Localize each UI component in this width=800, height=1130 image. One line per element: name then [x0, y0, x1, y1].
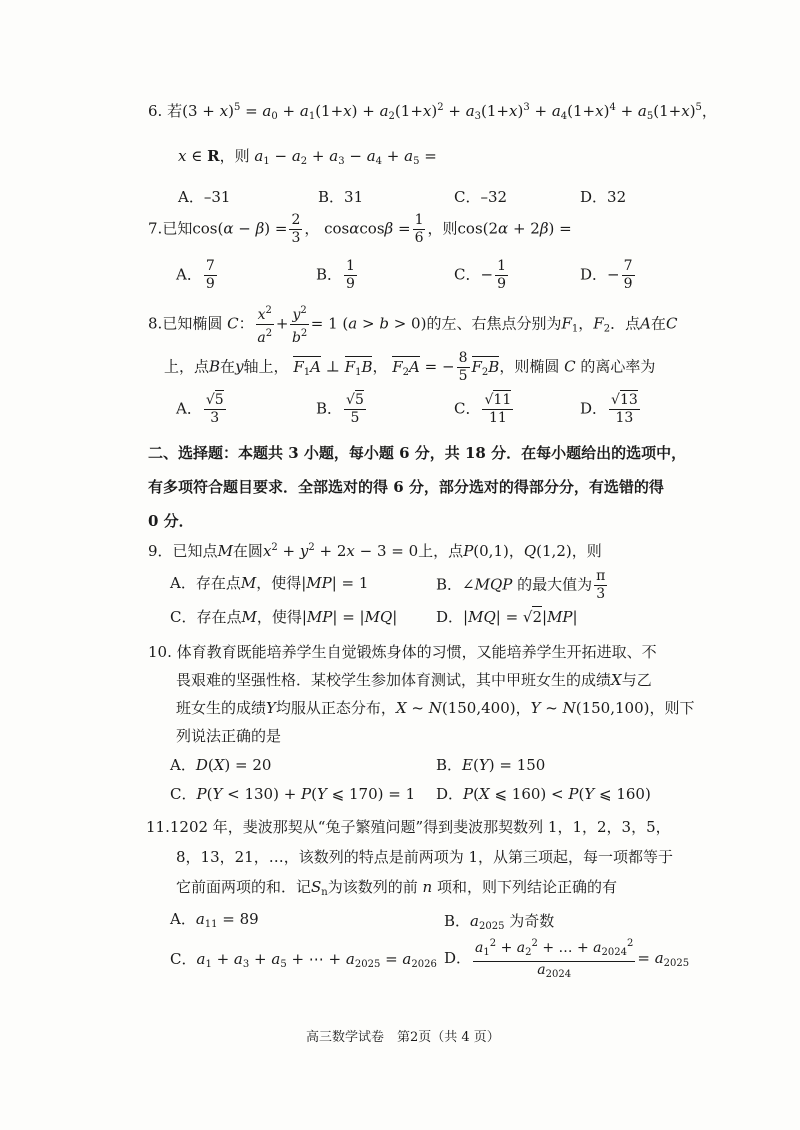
- question-9-choice-d[interactable]: D．|MQ| = √2|MP|: [436, 608, 578, 626]
- section-2-instructions-line3: 0 分．: [148, 512, 194, 530]
- question-11-line2: 8，13，21，…，该数列的特点是前两项为 1，从第三项起，每一项都等于: [176, 848, 674, 866]
- question-8-choice-b[interactable]: B． $\frac{√5}{5}$: [316, 392, 364, 426]
- question-11-line1: 11.1202 年，斐波那契从“兔子繁殖问题”得到斐波那契数列 1，1，2，3，5，: [146, 818, 671, 836]
- question-9-choice-a[interactable]: A．存在点M，使得|MP| = 1: [170, 574, 369, 592]
- question-10-line4: 列说法正确的是: [176, 727, 282, 745]
- question-9-choice-b[interactable]: B．∠MQP 的最大值为 $\frac{\pi}{3}$: [436, 568, 606, 602]
- question-10-choice-a[interactable]: A．D(X) = 20: [170, 756, 272, 774]
- question-7-choice-a[interactable]: A． $\frac{7}{9}$: [176, 258, 215, 292]
- question-8-choice-d[interactable]: D． $\frac{√13}{13}$: [580, 392, 638, 426]
- question-6-condition: x ∈ R，则 $a_1 - a_2 + a_3 - a_4 + a_5$ =: [178, 147, 437, 167]
- question-10-choice-b[interactable]: B．E(Y) = 150: [436, 756, 546, 774]
- question-9-choice-c[interactable]: C．存在点M，使得|MP| = |MQ|: [170, 608, 398, 626]
- question-8-condition: 上，点B在y轴上， $F_1A$ ⊥ $F_1B$， $F_2A$ = − $\frac{8}{5}$ $F_2B$，则椭圆 C 的离心率为: [164, 350, 656, 384]
- question-6-choice-c[interactable]: C．–32: [454, 188, 508, 206]
- question-7-choice-b[interactable]: B． $\frac{1}{9}$: [316, 258, 355, 292]
- question-11-line3: 它前面两项的和．记$S_n$为该数列的前 n 项和，则下列结论正确的有: [176, 878, 618, 898]
- question-7-choice-c[interactable]: C．− $\frac{1}{9}$: [454, 258, 506, 292]
- question-11-choice-b[interactable]: B．$a_{2025}$ 为奇数: [444, 912, 555, 932]
- question-11-choice-d[interactable]: D． $\frac{a_1^2 + a_2^2 + \dots + a_{2024}^2}{a_{2024}}$ = $a_{2025}$: [444, 935, 689, 983]
- question-6-choice-b[interactable]: B．31: [318, 188, 364, 206]
- question-6-stem: 6. 若$(3 + x)^5 = a_0 + a_1(1+x) + a_2(1+x)^2 + a_3(1+x)^3 + a_4(1+x)^4 + a_5(1+x)^5$，: [148, 102, 717, 122]
- question-10-choice-c[interactable]: C．P(Y < 130) + P(Y ⩽ 170) = 1: [170, 785, 416, 803]
- question-8-choice-a[interactable]: A． $\frac{√5}{3}$: [176, 392, 224, 426]
- question-10-line2: 畏艰难的坚强性格．某校学生参加体育测试，其中甲班女生的成绩X与乙: [176, 671, 652, 689]
- section-2-instructions-line2: 有多项符合题目要求．全部选对的得 6 分，部分选对的得部分分，有选错的得: [148, 478, 664, 496]
- question-number: 6.: [148, 102, 163, 120]
- section-2-instructions-line1: 二、选择题：本题共 3 小题，每小题 6 分，共 18 分．在每小题给出的选项中，: [148, 444, 687, 462]
- question-11-choice-c[interactable]: C．$a_1 + a_3 + a_5$ + ⋯ + $a_{2025} = a_{2026}$: [170, 950, 437, 970]
- question-7-stem: 7.已知cos(α − β) = $\frac{2}{3}$ ， cosαcosβ = $\frac{1}{6}$ ，则cos(2α + 2β) =: [148, 212, 572, 246]
- question-10-choice-d[interactable]: D．P(X ⩽ 160) < P(Y ⩽ 160): [436, 785, 651, 803]
- question-8-choice-c[interactable]: C． $\frac{√11}{11}$: [454, 392, 512, 426]
- question-10-line3: 班女生的成绩Y均服从正态分布，X ~ N(150,400)，Y ~ N(150,100)，则下: [176, 699, 695, 717]
- question-10-line1: 10. 体育教育既能培养学生自觉锻炼身体的习惯，又能培养学生开拓进取、不: [148, 643, 657, 661]
- question-11-choice-a[interactable]: A．$a_{11} = 89$: [170, 910, 259, 930]
- question-7-choice-d[interactable]: D．− $\frac{7}{9}$: [580, 258, 633, 292]
- page-footer: 高三数学试卷 第2页（共 4 页）: [306, 1030, 500, 1045]
- question-6-choice-d[interactable]: D．32: [580, 188, 627, 206]
- question-8-stem: 8.已知椭圆 C： $\frac{x^2}{a^2}$ + $\frac{y^2}{b^2}$ = 1 (a > b > 0)的左、右焦点分别为$F_1$，$F_2$．点A在C: [148, 302, 677, 347]
- question-6-choice-a[interactable]: A．–31: [178, 188, 231, 206]
- question-9-stem: 9．已知点M在圆$x^2 + y^2 + 2x - 3 = 0$上，点P(0,1)，Q(1,2)，则: [148, 542, 602, 560]
